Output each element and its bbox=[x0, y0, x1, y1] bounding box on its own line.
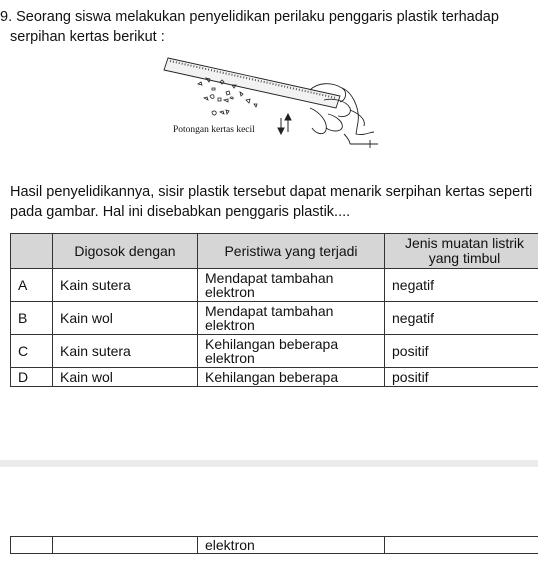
question-line-2: serpihan kertas berikut : bbox=[10, 29, 165, 45]
table-row bbox=[11, 335, 538, 368]
event-cell: Kehilangan beberapa elektron bbox=[198, 335, 385, 368]
table-row bbox=[11, 269, 538, 302]
rubbed-with-cell: Kain sutera bbox=[53, 269, 198, 302]
answer-options-table bbox=[10, 233, 538, 387]
table-row bbox=[11, 537, 538, 554]
ruler-paper-figure bbox=[160, 52, 380, 152]
plastic-ruler bbox=[164, 58, 340, 108]
rubbed-with-cell: Kain wol bbox=[53, 302, 198, 335]
charge-cell: positif bbox=[385, 368, 538, 387]
option-letter bbox=[11, 537, 53, 554]
header-option bbox=[11, 234, 53, 269]
rubbed-with-cell: Kain sutera bbox=[53, 335, 198, 368]
table-header-row bbox=[11, 234, 538, 269]
up-down-arrows-icon bbox=[278, 114, 291, 134]
option-letter: D bbox=[11, 368, 53, 387]
table-continuation bbox=[10, 536, 538, 554]
table-row bbox=[11, 302, 538, 335]
rubbed-with-cell: Kain wol bbox=[53, 368, 198, 387]
event-cell: Mendapat tambahan elektron bbox=[198, 269, 385, 302]
charge-cell bbox=[385, 537, 538, 554]
event-cell: elektron bbox=[198, 537, 385, 554]
option-letter: A bbox=[11, 269, 53, 302]
charge-cell: negatif bbox=[385, 269, 538, 302]
option-letter: C bbox=[11, 335, 53, 368]
charge-cell: negatif bbox=[385, 302, 538, 335]
event-cell: Kehilangan beberapa bbox=[198, 368, 385, 387]
table-row bbox=[11, 368, 538, 387]
header-rubbed-with: Digosok dengan bbox=[53, 234, 198, 269]
question-line-1: 9. Seorang siswa melakukan penyelidikan perilaku penggaris plastik terhadap bbox=[0, 9, 499, 25]
paragraph-line-1: Hasil penyelidikannya, sisir plastik tersebut dapat menarik serpihan kertas seperti bbox=[10, 184, 533, 200]
rubbed-with-cell bbox=[53, 537, 198, 554]
figure-caption: Potongan kertas kecil bbox=[173, 125, 255, 135]
option-letter: B bbox=[11, 302, 53, 335]
table-edge bbox=[344, 134, 378, 148]
paragraph-line-2: pada gambar. Hal ini disebabkan penggaris plastik.... bbox=[10, 204, 351, 220]
header-charge-type: Jenis muatan listrik yang timbul bbox=[385, 234, 538, 269]
charge-cell: positif bbox=[385, 335, 538, 368]
page-break-band bbox=[0, 460, 538, 467]
event-cell: Mendapat tambahan elektron bbox=[198, 302, 385, 335]
header-event: Peristiwa yang terjadi bbox=[198, 234, 385, 269]
